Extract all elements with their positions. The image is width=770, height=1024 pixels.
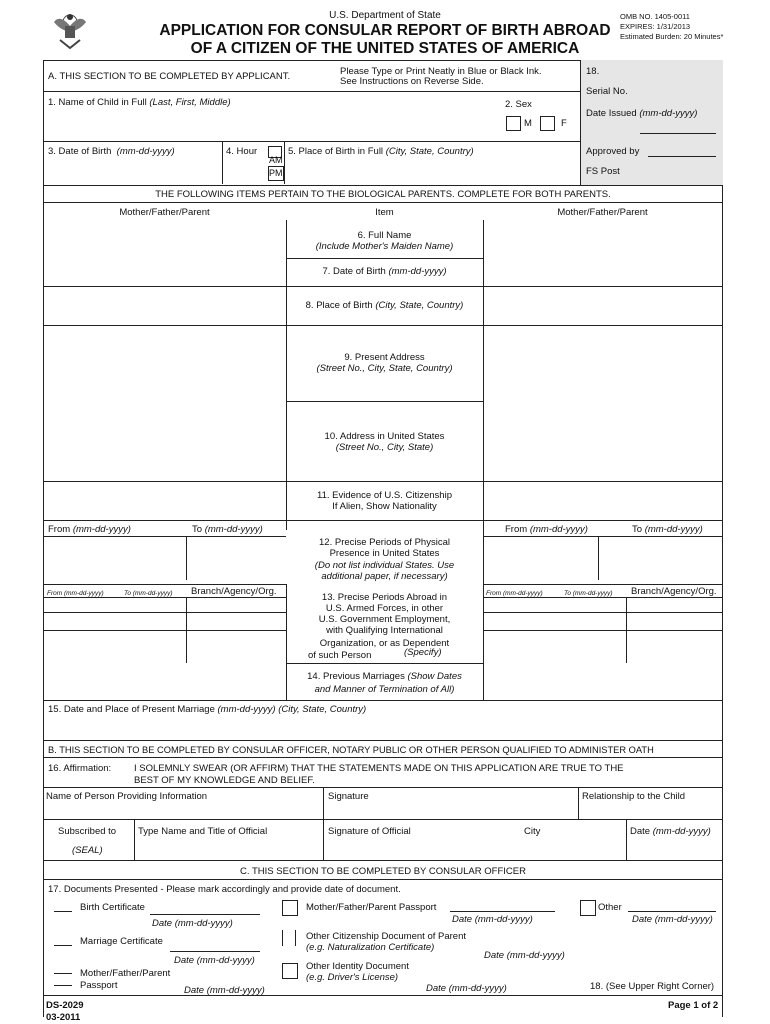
sex-male-checkbox[interactable]: [506, 116, 521, 131]
affirmation-text-line1: I SOLEMNLY SWEAR (OR AFFIRM) THAT THE STATEMENTS MADE ON THIS APPLICATION ARE TRUE TO THE: [134, 763, 624, 774]
birth-cert-date-line[interactable]: [150, 914, 260, 915]
item-6-hint: (Include Mother's Maiden Name): [315, 241, 454, 252]
divider: [43, 630, 286, 631]
item-13-specify: (Specify): [404, 647, 442, 658]
divider: [43, 141, 580, 142]
divider: [598, 536, 599, 580]
sex-female-checkbox[interactable]: [540, 116, 555, 131]
item-12-right-to: To (mm-dd-yyyy): [632, 524, 703, 535]
department-name: U.S. Department of State: [329, 10, 441, 21]
other-identity-label-b: (e.g. Driver's License): [306, 972, 399, 983]
item-10-hint: (Street No., City, State): [335, 442, 434, 453]
child-name-label: 1. Name of Child in Full (Last, First, Middle): [48, 97, 231, 108]
birth-certificate-label: Birth Certificate: [80, 902, 145, 913]
approved-by-line[interactable]: [648, 156, 716, 157]
other-citizenship-checkbox[interactable]: [295, 930, 296, 946]
mfp-passport-checkbox[interactable]: [282, 900, 298, 916]
item-13-right-from: From (mm-dd-yyyy): [486, 590, 543, 597]
item-13-line-5: Organization, or as Dependent: [319, 638, 450, 649]
item-6-full-name: 6. Full Name: [357, 230, 412, 241]
divider: [43, 536, 286, 537]
item-9-hint: (Street No., City, State, Country): [316, 363, 453, 374]
item-13-line-2: U.S. Armed Forces, in other: [325, 603, 444, 614]
item-12-right-from: From (mm-dd-yyyy): [505, 524, 588, 535]
office-item-number: 18.: [586, 66, 600, 77]
divider: [578, 787, 579, 819]
item-10-us-address: 10. Address in United States: [324, 431, 445, 442]
approved-by-label: Approved by: [586, 146, 640, 157]
relationship-label: Relationship to the Child: [582, 791, 685, 802]
mfp-passport-date: Date (mm-dd-yyyy): [452, 914, 533, 925]
section-a-heading: A. THIS SECTION TO BE COMPLETED BY APPLICANT.: [48, 71, 291, 82]
parents-banner: THE FOLLOWING ITEMS PERTAIN TO THE BIOLOGICAL PARENTS. COMPLETE FOR BOTH PARENTS.: [155, 189, 611, 200]
divider: [43, 286, 723, 287]
seal-label: (SEAL): [72, 845, 103, 856]
item-11-hint: If Alien, Show Nationality: [332, 501, 437, 512]
city-label: City: [524, 826, 541, 837]
omb-number: OMB NO. 1405-0011: [620, 12, 690, 21]
parent-passport-mark[interactable]: [54, 973, 72, 974]
item-8-place-of-birth: 8. Place of Birth (City, State, Country): [305, 300, 464, 311]
divider: [43, 520, 723, 521]
divider: [282, 930, 283, 946]
item-7-date-of-birth: 7. Date of Birth (mm-dd-yyyy): [322, 266, 447, 277]
divider: [286, 520, 287, 530]
date-issued-line[interactable]: [640, 133, 716, 134]
parent-column-left-header: Mother/Father/Parent: [119, 207, 210, 218]
divider: [43, 700, 723, 701]
date-issued-label: Date Issued (mm-dd-yyyy): [586, 108, 698, 119]
other-citizenship-date: Date (mm-dd-yyyy): [484, 950, 565, 961]
mfp-passport-date-line[interactable]: [450, 911, 555, 912]
mfp-passport-label: Mother/Father/Parent Passport: [306, 902, 437, 913]
parent-passport-label-b: Passport: [80, 980, 118, 991]
other-citizenship-label-a: Other Citizenship Document of Parent: [306, 931, 466, 942]
documents-presented-label: 17. Documents Presented - Please mark accordingly and provide date of document.: [48, 884, 401, 895]
item-9-present-address: 9. Present Address: [344, 352, 425, 363]
divider: [284, 141, 285, 184]
parent-column-right-header: Mother/Father/Parent: [557, 207, 648, 218]
divider: [43, 202, 723, 203]
other-identity-label-a: Other Identity Document: [306, 961, 409, 972]
type-name-official-label: Type Name and Title of Official: [138, 826, 268, 837]
divider: [43, 584, 286, 585]
birth-certificate-mark[interactable]: [54, 911, 72, 912]
divider: [483, 597, 722, 598]
pm-label: PM: [269, 168, 283, 178]
item-13-left-branch: Branch/Agency/Org.: [191, 586, 277, 597]
state-department-seal-icon: [50, 8, 90, 50]
other-document-checkbox[interactable]: [580, 900, 596, 916]
divider: [43, 819, 723, 820]
item-13-right-to: To (mm-dd-yyyy): [564, 590, 613, 597]
divider: [43, 597, 286, 598]
hour-label: 4. Hour: [226, 146, 258, 157]
section-a-instructions-2: See Instructions on Reverse Side.: [340, 76, 484, 87]
divider: [134, 819, 135, 860]
date-official-label: Date (mm-dd-yyyy): [630, 826, 711, 837]
present-marriage-label: 15. Date and Place of Present Marriage (mm-dd-yyyy) (City, State, Country): [48, 704, 367, 715]
divider: [483, 630, 722, 631]
divider: [286, 258, 483, 259]
child-name-input[interactable]: [48, 110, 498, 138]
divider: [286, 663, 483, 664]
item-13-line-4: with Qualifying International: [326, 625, 443, 636]
form-title-line2: OF A CITIZEN OF THE UNITED STATES OF AMERICA: [190, 40, 580, 57]
divider: [323, 787, 324, 860]
marriage-certificate-mark[interactable]: [54, 945, 72, 946]
divider: [43, 185, 723, 186]
divider: [286, 401, 483, 402]
other-document-date: Date (mm-dd-yyyy): [632, 914, 713, 925]
name-providing-info-label: Name of Person Providing Information: [46, 791, 208, 802]
fs-post-label: FS Post: [586, 166, 620, 177]
other-document-line[interactable]: [628, 911, 716, 912]
dob-label: 3. Date of Birth (mm-dd-yyyy): [48, 146, 175, 157]
other-identity-checkbox[interactable]: [282, 963, 298, 979]
divider: [43, 481, 723, 482]
section-a-instructions-1: Please Type or Print Neatly in Blue or Black Ink.: [340, 66, 542, 77]
item-13-right-branch: Branch/Agency/Org.: [631, 586, 717, 597]
item-11-citizenship-evidence: 11. Evidence of U.S. Citizenship: [316, 490, 452, 501]
estimated-burden: Estimated Burden: 20 Minutes*: [620, 32, 724, 41]
parent-passport-date: Date (mm-dd-yyyy): [184, 985, 265, 996]
other-document-label: Other: [598, 902, 622, 913]
divider: [222, 141, 223, 184]
serial-number-label: Serial No.: [586, 86, 628, 97]
other-identity-date: Date (mm-dd-yyyy): [426, 983, 507, 994]
sex-female-label: F: [561, 118, 567, 129]
item-12-physical-presence: 12. Precise Periods of Physical: [319, 537, 450, 548]
divider: [43, 787, 723, 788]
item-12-line-4: additional paper, if necessary): [321, 571, 448, 582]
divider: [43, 325, 723, 326]
divider: [43, 740, 723, 741]
form-number: DS-2029: [46, 1000, 84, 1011]
form-revision: 03-2011: [46, 1012, 81, 1023]
see-upper-right-note: 18. (See Upper Right Corner): [590, 981, 715, 992]
am-label: AM: [269, 155, 283, 165]
item-13-left-from: From (mm-dd-yyyy): [47, 590, 104, 597]
marriage-cert-date-line[interactable]: [170, 951, 260, 952]
divider: [43, 995, 723, 996]
parent-passport-label-a: Mother/Father/Parent: [80, 968, 171, 979]
divider: [43, 91, 580, 92]
form-title-line1: APPLICATION FOR CONSULAR REPORT OF BIRTH ABROAD: [159, 22, 611, 39]
affirmation-text-line2: BEST OF MY KNOWLEDGE AND BELIEF.: [134, 775, 315, 786]
marriage-cert-date: Date (mm-dd-yyyy): [174, 955, 255, 966]
item-14-previous-marriages: 14. Previous Marriages (Show Dates: [307, 671, 462, 682]
signature-official-label: Signature of Official: [328, 826, 411, 837]
page-number: Page 1 of 2: [668, 1000, 719, 1011]
divider: [54, 985, 72, 986]
other-citizenship-label-b: (e.g. Naturalization Certificate): [306, 942, 435, 953]
item-13-line-6: of such Person: [308, 650, 372, 661]
divider: [43, 757, 723, 758]
item-13-left-to: To (mm-dd-yyyy): [124, 590, 173, 597]
divider: [186, 536, 187, 580]
item-12-left-to: To (mm-dd-yyyy): [192, 524, 263, 535]
divider: [43, 860, 723, 861]
divider: [483, 220, 484, 700]
item-12-line-2: Presence in United States: [329, 548, 440, 559]
birth-cert-date: Date (mm-dd-yyyy): [152, 918, 233, 929]
divider: [43, 612, 286, 613]
item-14-hint: and Manner of Termination of All): [314, 684, 455, 695]
sex-label: 2. Sex: [505, 99, 532, 110]
place-of-birth-label: 5. Place of Birth in Full (City, State, Country): [288, 146, 474, 157]
divider: [483, 536, 722, 537]
sex-male-label: M: [524, 118, 532, 129]
section-b-heading: B. THIS SECTION TO BE COMPLETED BY CONSULAR OFFICER, NOTARY PUBLIC OR OTHER PERSON QUALIFIED TO ADMINISTER OATH: [48, 745, 654, 755]
divider: [483, 584, 722, 585]
divider: [626, 819, 627, 860]
signature-label: Signature: [328, 791, 369, 802]
item-13-armed-forces: 13. Precise Periods Abroad in: [321, 592, 448, 603]
subscribed-label: Subscribed to: [58, 826, 117, 837]
item-column-header: Item: [375, 207, 394, 218]
divider: [483, 612, 722, 613]
expiration-date: EXPIRES: 1/31/2013: [620, 22, 691, 31]
item-13-line-3: U.S. Government Employment,: [318, 614, 451, 625]
marriage-certificate-label: Marriage Certificate: [80, 936, 163, 947]
item-12-line-3: (Do not list individual States. Use: [314, 560, 455, 571]
item-12-left-from: From (mm-dd-yyyy): [48, 524, 131, 535]
affirmation-label: 16. Affirmation:: [48, 763, 112, 774]
divider: [43, 879, 723, 880]
section-c-heading: C. THIS SECTION TO BE COMPLETED BY CONSULAR OFFICER: [240, 866, 526, 877]
